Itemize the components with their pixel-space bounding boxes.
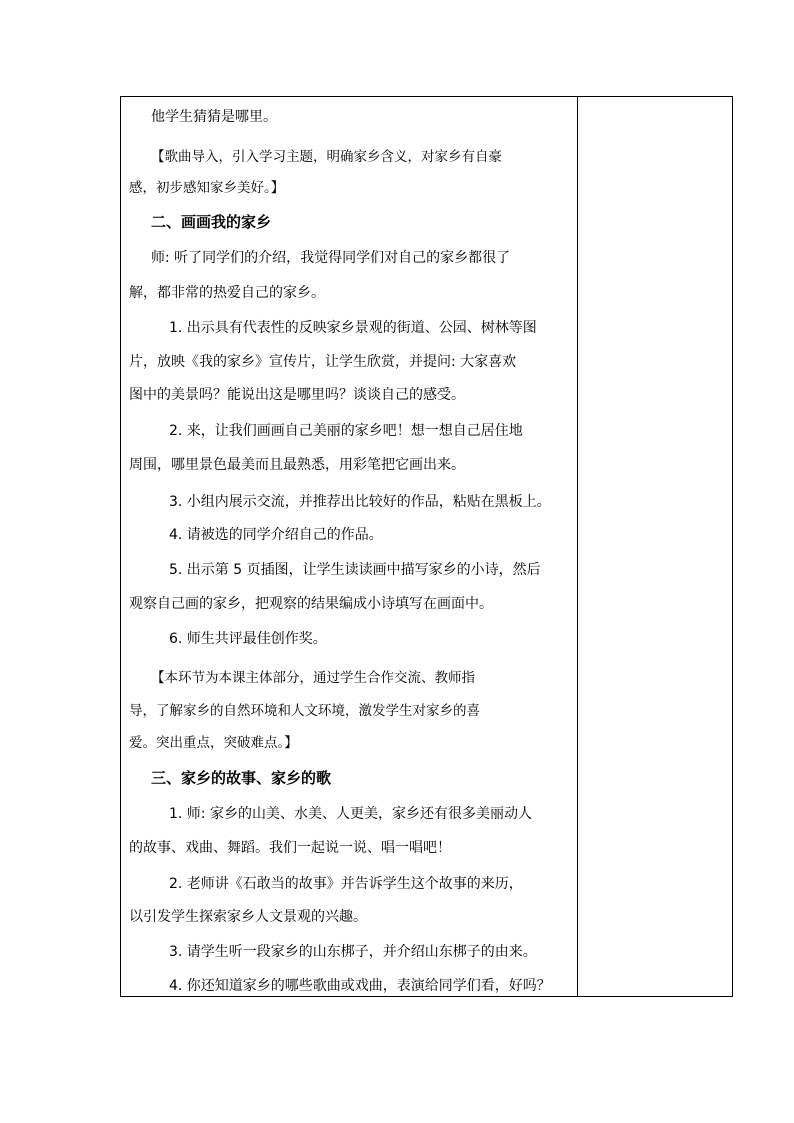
note-line: 【本环节为本课主体部分，通过学生合作交流、教师指 xyxy=(151,670,475,686)
notes-column-cell xyxy=(578,97,732,996)
text-line: 5. 出示第 5 页插图，让学生读读画中描写家乡的小诗，然后 xyxy=(169,562,541,578)
text-line: 解，都非常的热爱自己的家乡。 xyxy=(129,285,325,301)
note-line: 爱。突出重点，突破难点。】 xyxy=(129,735,298,751)
text-line: 片，放映《我的家乡》宣传片，让学生欣赏，并提问: 大家喜欢 xyxy=(129,354,517,370)
lesson-table xyxy=(120,96,733,997)
text-line: 6. 师生共评最佳创作奖。 xyxy=(169,631,327,647)
text-line: 2. 老师讲《石敢当的故事》并告诉学生这个故事的来历， xyxy=(169,876,523,892)
text-line: 他学生猜猜是哪里。 xyxy=(151,109,277,125)
text-line: 的故事、戏曲、舞蹈。我们一起说一说、唱一唱吧！ xyxy=(129,840,451,856)
text-line: 4. 你还知道家乡的哪些歌曲或戏曲，表演给同学们看，好吗？ xyxy=(169,978,551,994)
text-line: 2. 来，让我们画画自己美丽的家乡吧！想一想自己居住地 xyxy=(169,423,523,439)
text-line: 周围，哪里景色最美而且最熟悉，用彩笔把它画出来。 xyxy=(129,457,465,473)
section-heading: 二、画画我的家乡 xyxy=(151,213,272,231)
note-line: 【歌曲导入，引入学习主题，明确家乡含义，对家乡有自豪 xyxy=(151,149,502,165)
text-line: 师: 听了同学们的介绍，我觉得同学们对自己的家乡都很了 xyxy=(151,250,511,266)
section-heading: 三、家乡的故事、家乡的歌 xyxy=(151,769,332,787)
text-line: 1. 出示具有代表性的反映家乡景观的街道、公园、树林等图 xyxy=(169,320,537,336)
text-line: 以引发学生探索家乡人文景观的兴趣。 xyxy=(129,909,367,925)
text-line: 图中的美景吗？能说出这是哪里吗？谈谈自己的感受。 xyxy=(129,387,465,403)
text-line: 观察自己画的家乡，把观察的结果编成小诗填写在画面中。 xyxy=(129,596,493,612)
note-line: 导，了解家乡的自然环境和人文环境，激发学生对家乡的喜 xyxy=(129,703,480,719)
text-line: 4. 请被选的同学介绍自己的作品。 xyxy=(169,527,383,543)
text-line: 3. 小组内展示交流，并推荐出比较好的作品，粘贴在黑板上。 xyxy=(169,494,551,510)
note-line: 感，初步感知家乡美好。】 xyxy=(129,180,285,196)
text-line: 1. 师: 家乡的山美、水美、人更美，家乡还有很多美丽动人 xyxy=(169,806,532,822)
text-line: 3. 请学生听一段家乡的山东梆子，并介绍山东梆子的由来。 xyxy=(169,944,537,960)
